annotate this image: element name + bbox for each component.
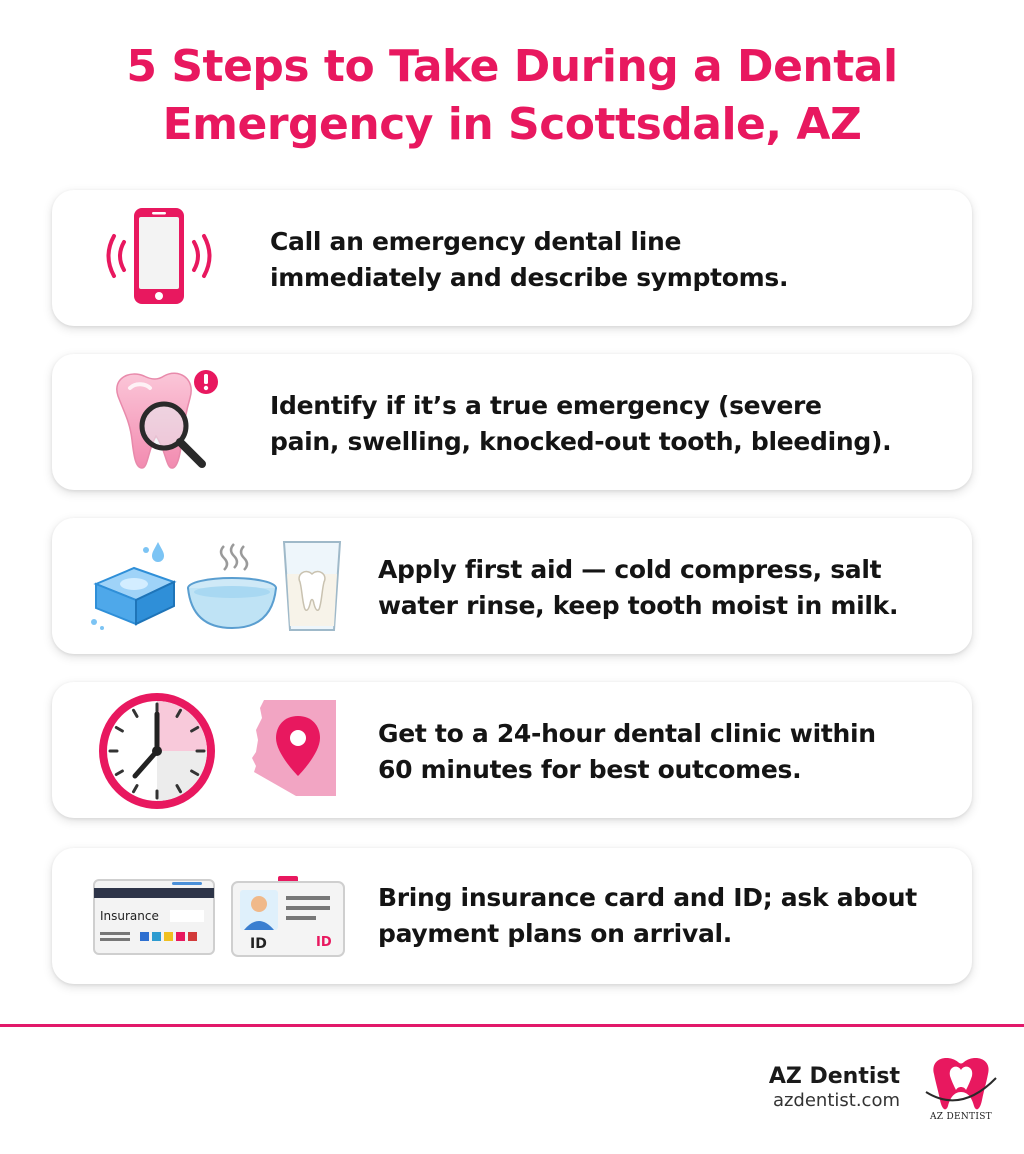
step-text-3 <box>378 552 898 624</box>
step-card-3 <box>52 518 972 654</box>
step-1-line-1: Call an emergency dental line <box>270 227 682 256</box>
brand-url: azdentist.com <box>772 1090 900 1111</box>
step-2-line-2: pain, swelling, knocked-out tooth, bleeding). <box>270 427 892 456</box>
step-text-1 <box>270 224 788 296</box>
insurance-card-label: Insurance <box>100 909 159 923</box>
id-card-icon <box>230 874 346 958</box>
milk-glass-tooth-icon <box>278 536 346 636</box>
arizona-location-pin-icon <box>250 696 340 800</box>
insurance-card-icon <box>92 878 216 958</box>
step-card-4 <box>52 682 972 818</box>
page-title-line-2: Emergency in Scottsdale, AZ <box>162 99 862 150</box>
page-title <box>0 38 1024 154</box>
step-card-5 <box>52 848 972 984</box>
step-1-line-2: immediately and describe symptoms. <box>270 263 789 292</box>
id-card-label-2: ID <box>316 935 332 950</box>
step-card-2 <box>52 354 972 490</box>
phone-ringing-icon <box>100 204 218 310</box>
step-text-4 <box>378 716 876 788</box>
page-title-line-1: 5 Steps to Take During a Dental <box>126 41 898 92</box>
footer-divider <box>0 1024 1024 1027</box>
step-3-line-1: Apply first aid — cold compress, salt <box>378 555 882 584</box>
az-dentist-logo-icon <box>924 1052 998 1114</box>
step-text-2 <box>270 388 891 460</box>
id-card-label-1: ID <box>250 936 267 952</box>
step-card-1 <box>52 190 972 326</box>
ice-cube-icon <box>88 536 188 636</box>
logo-text: AZ DENTIST <box>929 1112 992 1122</box>
brand-name: AZ Dentist <box>768 1064 900 1089</box>
step-4-line-1: Get to a 24-hour dental clinic within <box>378 719 876 748</box>
step-5-line-1: Bring insurance card and ID; ask about <box>378 883 917 912</box>
salt-water-bowl-icon <box>184 540 280 636</box>
step-text-5 <box>378 880 917 952</box>
step-3-line-2: water rinse, keep tooth moist in milk. <box>378 591 899 620</box>
step-2-line-1: Identify if it’s a true emergency (severe <box>270 391 822 420</box>
step-5-line-2: payment plans on arrival. <box>378 919 732 948</box>
step-4-line-2: 60 minutes for best outcomes. <box>378 755 802 784</box>
clock-icon <box>98 692 216 810</box>
tooth-magnifier-alert-icon <box>106 364 230 480</box>
